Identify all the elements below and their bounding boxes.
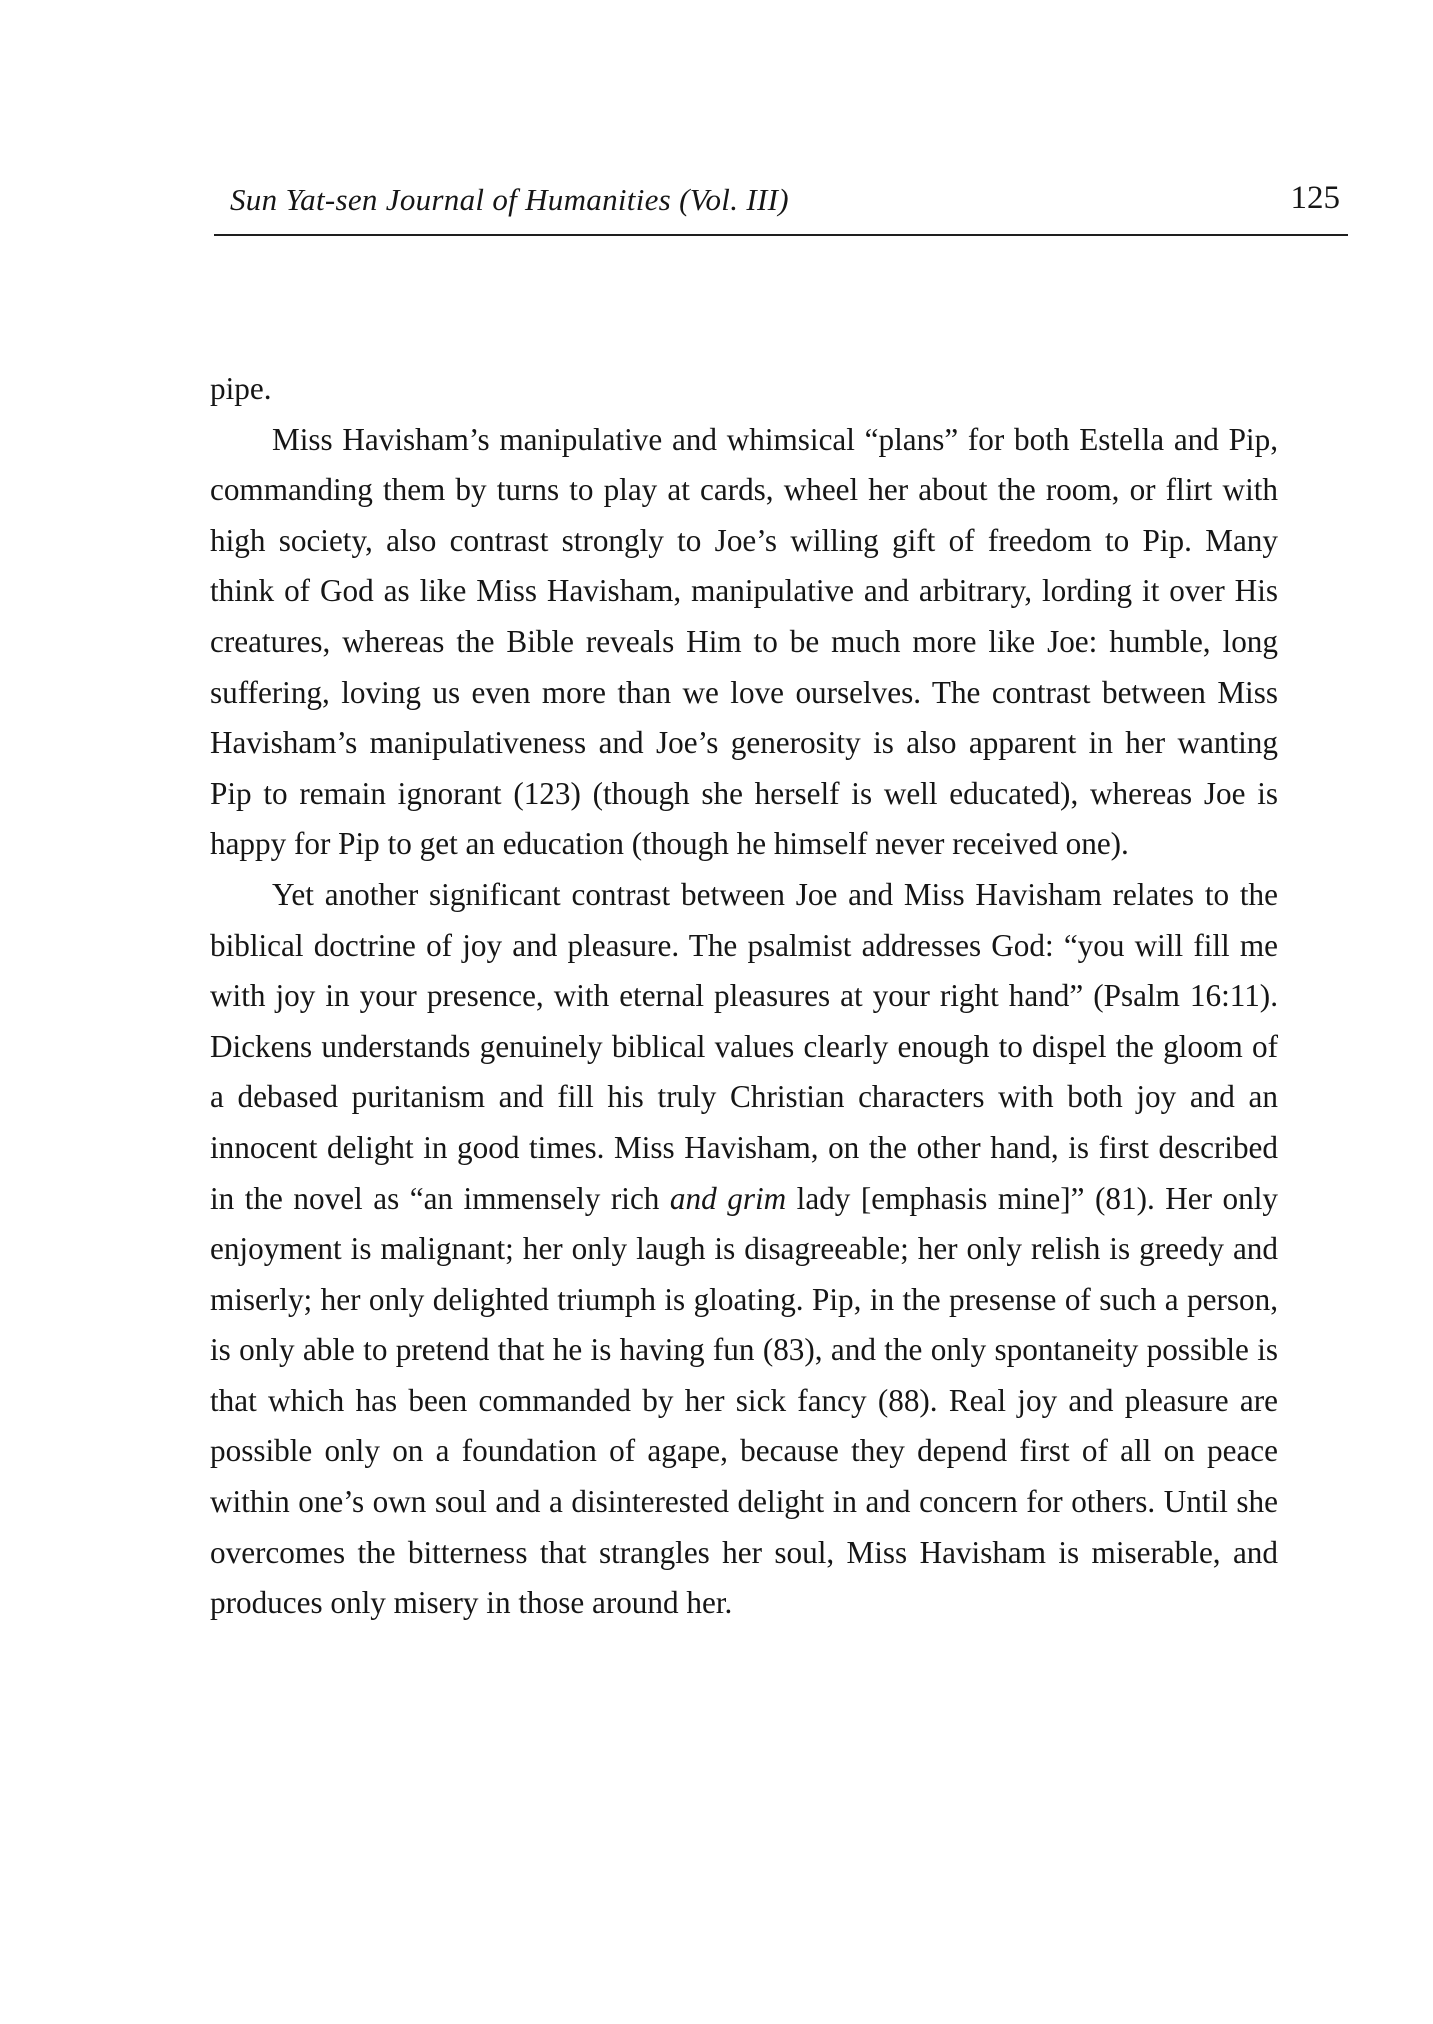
paragraph-3-text-end: lady [emphasis mine]” (81). Her only enjoyment is malignant; her only laugh is disagreeable; her only relish is greedy and miserly; her only delighted triumph is gloating. Pip, in the presense of such a person, is only able to pretend that he is having fun (83), and the only spontaneity possible is that which has been commanded by her sick fancy (88). Real joy and pleasure are possible only on a foundation of agape, because they depend first of all on peace within one’s own soul and a disinterested delight in and concern for others. Until she overcomes the bitterness that strangles her soul, Miss Havisham is miserable, and produces only misery in those around her. — [210, 1180, 1278, 1621]
paragraph-2: Miss Havisham’s manipulative and whimsical “plans” for both Estella and Pip, commanding them by turns to play at cards, wheel her about the room, or flirt with high society, also contrast strongly to Joe’s willing gift of freedom to Pip. Many think of God as like Miss Havisham, manipulative and arbitrary, lording it over His creatures, whereas the Bible reveals Him to be much more like Joe: humble, long suffering, loving us even more than we love ourselves. The contrast between Miss Havisham’s manipulativeness and Joe’s generosity is also apparent in her wanting Pip to remain ignorant (123) (though she herself is well educated), whereas Joe is happy for Pip to get an education (though he himself never received one). — [210, 421, 1278, 862]
paragraph-3-text-start: Yet another significant contrast between Joe and Miss Havisham relates to the biblical doctrine of joy and pleasure. The psalmist addresses God: “you will fill me with joy in your presence, with eternal pleasures at your right hand” (Psalm 16:11). Dickens understands genuinely biblical values clearly enough to dispel the gloom of a debased puritanism and fill his truly Christian characters with both joy and an innocent delight in good times. Miss Havisham, on the other hand, is first described in the novel as “an immensely rich — [210, 876, 1278, 1216]
emphasis-text: and grim — [669, 1180, 787, 1216]
paragraph-3 — [210, 870, 1278, 1629]
page-number: 125 — [1290, 180, 1340, 216]
body-text — [210, 364, 1278, 1629]
running-header — [214, 178, 1348, 236]
paragraph-1: pipe. — [210, 371, 272, 406]
journal-title: Sun Yat-sen Journal of Humanities (Vol. III) — [230, 182, 789, 217]
